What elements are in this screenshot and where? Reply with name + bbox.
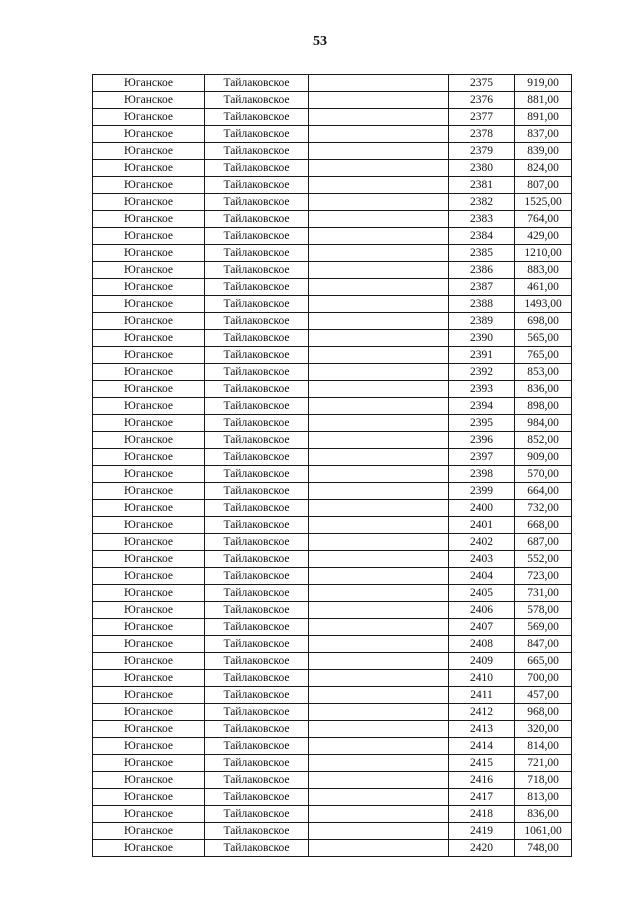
field-name-cell: Юганское	[93, 670, 205, 687]
field-name-cell: Юганское	[93, 551, 205, 568]
value-cell: 664,00	[515, 483, 572, 500]
deposit-name-cell: Тайлаковское	[205, 738, 309, 755]
field-name-cell: Юганское	[93, 585, 205, 602]
table-row	[93, 415, 572, 432]
deposit-name-cell: Тайлаковское	[205, 228, 309, 245]
well-number-cell: 2409	[449, 653, 515, 670]
field-name-cell: Юганское	[93, 126, 205, 143]
value-cell: 881,00	[515, 92, 572, 109]
blank-cell	[309, 177, 449, 194]
field-name-cell: Юганское	[93, 279, 205, 296]
well-number-cell: 2418	[449, 806, 515, 823]
blank-cell	[309, 398, 449, 415]
well-number-cell: 2401	[449, 517, 515, 534]
table-row	[93, 262, 572, 279]
table-row	[93, 177, 572, 194]
value-cell: 1061,00	[515, 823, 572, 840]
field-name-cell: Юганское	[93, 738, 205, 755]
blank-cell	[309, 143, 449, 160]
table-row	[93, 228, 572, 245]
table-row	[93, 126, 572, 143]
deposit-name-cell: Тайлаковское	[205, 721, 309, 738]
well-number-cell: 2399	[449, 483, 515, 500]
blank-cell	[309, 109, 449, 126]
well-number-cell: 2395	[449, 415, 515, 432]
blank-cell	[309, 704, 449, 721]
deposit-name-cell: Тайлаковское	[205, 432, 309, 449]
deposit-name-cell: Тайлаковское	[205, 177, 309, 194]
field-name-cell: Юганское	[93, 75, 205, 92]
blank-cell	[309, 449, 449, 466]
table-row	[93, 245, 572, 262]
value-cell: 1493,00	[515, 296, 572, 313]
field-name-cell: Юганское	[93, 636, 205, 653]
blank-cell	[309, 840, 449, 857]
table-row	[93, 755, 572, 772]
value-cell: 461,00	[515, 279, 572, 296]
value-cell: 837,00	[515, 126, 572, 143]
blank-cell	[309, 279, 449, 296]
field-name-cell: Юганское	[93, 653, 205, 670]
blank-cell	[309, 466, 449, 483]
blank-cell	[309, 755, 449, 772]
value-cell: 847,00	[515, 636, 572, 653]
value-cell: 665,00	[515, 653, 572, 670]
deposit-name-cell: Тайлаковское	[205, 823, 309, 840]
field-name-cell: Юганское	[93, 687, 205, 704]
field-name-cell: Юганское	[93, 194, 205, 211]
well-number-cell: 2420	[449, 840, 515, 857]
well-number-cell: 2388	[449, 296, 515, 313]
field-name-cell: Юганское	[93, 568, 205, 585]
deposit-name-cell: Тайлаковское	[205, 143, 309, 160]
well-number-cell: 2396	[449, 432, 515, 449]
blank-cell	[309, 517, 449, 534]
table-row	[93, 687, 572, 704]
well-number-cell: 2380	[449, 160, 515, 177]
blank-cell	[309, 551, 449, 568]
field-name-cell: Юганское	[93, 721, 205, 738]
value-cell: 687,00	[515, 534, 572, 551]
field-name-cell: Юганское	[93, 806, 205, 823]
blank-cell	[309, 194, 449, 211]
value-cell: 718,00	[515, 772, 572, 789]
field-name-cell: Юганское	[93, 483, 205, 500]
value-cell: 814,00	[515, 738, 572, 755]
deposit-name-cell: Тайлаковское	[205, 381, 309, 398]
value-cell: 836,00	[515, 381, 572, 398]
well-number-cell: 2398	[449, 466, 515, 483]
value-cell: 807,00	[515, 177, 572, 194]
deposit-name-cell: Тайлаковское	[205, 75, 309, 92]
blank-cell	[309, 500, 449, 517]
well-number-cell: 2405	[449, 585, 515, 602]
blank-cell	[309, 211, 449, 228]
deposit-name-cell: Тайлаковское	[205, 364, 309, 381]
well-number-cell: 2389	[449, 313, 515, 330]
table-row	[93, 568, 572, 585]
deposit-name-cell: Тайлаковское	[205, 687, 309, 704]
deposit-name-cell: Тайлаковское	[205, 670, 309, 687]
deposit-name-cell: Тайлаковское	[205, 449, 309, 466]
well-number-cell: 2415	[449, 755, 515, 772]
value-cell: 853,00	[515, 364, 572, 381]
deposit-name-cell: Тайлаковское	[205, 806, 309, 823]
table-row	[93, 789, 572, 806]
table-row	[93, 551, 572, 568]
deposit-name-cell: Тайлаковское	[205, 704, 309, 721]
deposit-name-cell: Тайлаковское	[205, 619, 309, 636]
deposit-name-cell: Тайлаковское	[205, 568, 309, 585]
deposit-name-cell: Тайлаковское	[205, 279, 309, 296]
well-number-cell: 2407	[449, 619, 515, 636]
table-row	[93, 466, 572, 483]
value-cell: 570,00	[515, 466, 572, 483]
table-row	[93, 602, 572, 619]
well-number-cell: 2384	[449, 228, 515, 245]
blank-cell	[309, 228, 449, 245]
blank-cell	[309, 245, 449, 262]
field-name-cell: Юганское	[93, 415, 205, 432]
field-name-cell: Юганское	[93, 500, 205, 517]
deposit-name-cell: Тайлаковское	[205, 262, 309, 279]
field-name-cell: Юганское	[93, 823, 205, 840]
table-row	[93, 806, 572, 823]
deposit-name-cell: Тайлаковское	[205, 772, 309, 789]
field-name-cell: Юганское	[93, 245, 205, 262]
well-number-cell: 2385	[449, 245, 515, 262]
well-number-cell: 2410	[449, 670, 515, 687]
field-name-cell: Юганское	[93, 840, 205, 857]
well-number-cell: 2413	[449, 721, 515, 738]
table-row	[93, 194, 572, 211]
field-name-cell: Юганское	[93, 602, 205, 619]
field-name-cell: Юганское	[93, 534, 205, 551]
well-number-cell: 2378	[449, 126, 515, 143]
field-name-cell: Юганское	[93, 296, 205, 313]
well-number-cell: 2377	[449, 109, 515, 126]
well-number-cell: 2391	[449, 347, 515, 364]
deposit-name-cell: Тайлаковское	[205, 313, 309, 330]
blank-cell	[309, 772, 449, 789]
table-row	[93, 347, 572, 364]
table-row	[93, 653, 572, 670]
blank-cell	[309, 585, 449, 602]
deposit-name-cell: Тайлаковское	[205, 415, 309, 432]
deposit-name-cell: Тайлаковское	[205, 483, 309, 500]
table-row	[93, 721, 572, 738]
table-row	[93, 75, 572, 92]
well-number-cell: 2392	[449, 364, 515, 381]
blank-cell	[309, 534, 449, 551]
field-name-cell: Юганское	[93, 466, 205, 483]
table-row	[93, 143, 572, 160]
value-cell: 1210,00	[515, 245, 572, 262]
field-name-cell: Юганское	[93, 619, 205, 636]
value-cell: 700,00	[515, 670, 572, 687]
well-number-cell: 2419	[449, 823, 515, 840]
deposit-name-cell: Тайлаковское	[205, 602, 309, 619]
blank-cell	[309, 568, 449, 585]
field-name-cell: Юганское	[93, 143, 205, 160]
field-name-cell: Юганское	[93, 92, 205, 109]
table-body	[93, 75, 572, 857]
deposit-name-cell: Тайлаковское	[205, 296, 309, 313]
table-row	[93, 636, 572, 653]
value-cell: 898,00	[515, 398, 572, 415]
well-number-cell: 2393	[449, 381, 515, 398]
value-cell: 668,00	[515, 517, 572, 534]
table-row	[93, 160, 572, 177]
deposit-name-cell: Тайлаковское	[205, 194, 309, 211]
field-name-cell: Юганское	[93, 228, 205, 245]
table-row	[93, 534, 572, 551]
table-row	[93, 772, 572, 789]
table-row	[93, 313, 572, 330]
deposit-name-cell: Тайлаковское	[205, 551, 309, 568]
blank-cell	[309, 347, 449, 364]
table-row	[93, 517, 572, 534]
field-name-cell: Юганское	[93, 789, 205, 806]
table-row	[93, 619, 572, 636]
field-name-cell: Юганское	[93, 772, 205, 789]
field-name-cell: Юганское	[93, 381, 205, 398]
blank-cell	[309, 92, 449, 109]
deposit-name-cell: Тайлаковское	[205, 636, 309, 653]
well-number-cell: 2403	[449, 551, 515, 568]
value-cell: 968,00	[515, 704, 572, 721]
field-name-cell: Юганское	[93, 262, 205, 279]
table-row	[93, 840, 572, 857]
table-row	[93, 704, 572, 721]
value-cell: 457,00	[515, 687, 572, 704]
value-cell: 320,00	[515, 721, 572, 738]
blank-cell	[309, 789, 449, 806]
deposit-name-cell: Тайлаковское	[205, 466, 309, 483]
well-number-cell: 2408	[449, 636, 515, 653]
deposit-name-cell: Тайлаковское	[205, 534, 309, 551]
deposit-name-cell: Тайлаковское	[205, 92, 309, 109]
well-number-cell: 2390	[449, 330, 515, 347]
field-name-cell: Юганское	[93, 517, 205, 534]
value-cell: 765,00	[515, 347, 572, 364]
field-name-cell: Юганское	[93, 398, 205, 415]
blank-cell	[309, 296, 449, 313]
field-name-cell: Юганское	[93, 432, 205, 449]
table-row	[93, 500, 572, 517]
value-cell: 723,00	[515, 568, 572, 585]
deposit-name-cell: Тайлаковское	[205, 585, 309, 602]
well-number-cell: 2412	[449, 704, 515, 721]
value-cell: 569,00	[515, 619, 572, 636]
value-cell: 984,00	[515, 415, 572, 432]
field-name-cell: Юганское	[93, 449, 205, 466]
field-name-cell: Юганское	[93, 109, 205, 126]
well-number-cell: 2406	[449, 602, 515, 619]
blank-cell	[309, 126, 449, 143]
field-name-cell: Юганское	[93, 330, 205, 347]
table-row	[93, 585, 572, 602]
well-number-cell: 2411	[449, 687, 515, 704]
deposit-name-cell: Тайлаковское	[205, 211, 309, 228]
value-cell: 552,00	[515, 551, 572, 568]
well-number-cell: 2383	[449, 211, 515, 228]
field-name-cell: Юганское	[93, 211, 205, 228]
field-name-cell: Юганское	[93, 364, 205, 381]
blank-cell	[309, 687, 449, 704]
field-name-cell: Юганское	[93, 755, 205, 772]
table-row	[93, 670, 572, 687]
value-cell: 721,00	[515, 755, 572, 772]
blank-cell	[309, 483, 449, 500]
blank-cell	[309, 75, 449, 92]
well-number-cell: 2387	[449, 279, 515, 296]
blank-cell	[309, 823, 449, 840]
well-number-cell: 2379	[449, 143, 515, 160]
well-number-cell: 2404	[449, 568, 515, 585]
blank-cell	[309, 636, 449, 653]
table-row	[93, 398, 572, 415]
value-cell: 748,00	[515, 840, 572, 857]
blank-cell	[309, 670, 449, 687]
table-row	[93, 364, 572, 381]
data-table	[92, 74, 572, 857]
value-cell: 731,00	[515, 585, 572, 602]
deposit-name-cell: Тайлаковское	[205, 347, 309, 364]
field-name-cell: Юганское	[93, 704, 205, 721]
deposit-name-cell: Тайлаковское	[205, 330, 309, 347]
well-number-cell: 2376	[449, 92, 515, 109]
deposit-name-cell: Тайлаковское	[205, 517, 309, 534]
table-row	[93, 381, 572, 398]
deposit-name-cell: Тайлаковское	[205, 160, 309, 177]
blank-cell	[309, 415, 449, 432]
deposit-name-cell: Тайлаковское	[205, 653, 309, 670]
value-cell: 1525,00	[515, 194, 572, 211]
well-number-cell: 2416	[449, 772, 515, 789]
value-cell: 919,00	[515, 75, 572, 92]
blank-cell	[309, 721, 449, 738]
page-number: 53	[313, 34, 327, 49]
table-row	[93, 738, 572, 755]
well-number-cell: 2382	[449, 194, 515, 211]
well-number-cell: 2414	[449, 738, 515, 755]
deposit-name-cell: Тайлаковское	[205, 789, 309, 806]
well-number-cell: 2402	[449, 534, 515, 551]
blank-cell	[309, 619, 449, 636]
value-cell: 852,00	[515, 432, 572, 449]
field-name-cell: Юганское	[93, 313, 205, 330]
deposit-name-cell: Тайлаковское	[205, 840, 309, 857]
field-name-cell: Юганское	[93, 347, 205, 364]
table-row	[93, 109, 572, 126]
well-number-cell: 2386	[449, 262, 515, 279]
blank-cell	[309, 160, 449, 177]
value-cell: 839,00	[515, 143, 572, 160]
value-cell: 909,00	[515, 449, 572, 466]
table-row	[93, 483, 572, 500]
blank-cell	[309, 602, 449, 619]
well-number-cell: 2417	[449, 789, 515, 806]
blank-cell	[309, 364, 449, 381]
blank-cell	[309, 738, 449, 755]
table-row	[93, 211, 572, 228]
value-cell: 565,00	[515, 330, 572, 347]
table-row	[93, 279, 572, 296]
value-cell: 836,00	[515, 806, 572, 823]
well-number-cell: 2400	[449, 500, 515, 517]
deposit-name-cell: Тайлаковское	[205, 755, 309, 772]
value-cell: 813,00	[515, 789, 572, 806]
deposit-name-cell: Тайлаковское	[205, 245, 309, 262]
blank-cell	[309, 806, 449, 823]
deposit-name-cell: Тайлаковское	[205, 500, 309, 517]
value-cell: 883,00	[515, 262, 572, 279]
field-name-cell: Юганское	[93, 177, 205, 194]
table-row	[93, 296, 572, 313]
blank-cell	[309, 653, 449, 670]
deposit-name-cell: Тайлаковское	[205, 109, 309, 126]
value-cell: 764,00	[515, 211, 572, 228]
value-cell: 578,00	[515, 602, 572, 619]
value-cell: 429,00	[515, 228, 572, 245]
value-cell: 891,00	[515, 109, 572, 126]
blank-cell	[309, 330, 449, 347]
blank-cell	[309, 262, 449, 279]
well-number-cell: 2394	[449, 398, 515, 415]
table-row	[93, 823, 572, 840]
value-cell: 824,00	[515, 160, 572, 177]
blank-cell	[309, 432, 449, 449]
deposit-name-cell: Тайлаковское	[205, 126, 309, 143]
well-number-cell: 2397	[449, 449, 515, 466]
value-cell: 732,00	[515, 500, 572, 517]
table-row	[93, 92, 572, 109]
well-number-cell: 2375	[449, 75, 515, 92]
well-number-cell: 2381	[449, 177, 515, 194]
value-cell: 698,00	[515, 313, 572, 330]
blank-cell	[309, 313, 449, 330]
deposit-name-cell: Тайлаковское	[205, 398, 309, 415]
field-name-cell: Юганское	[93, 160, 205, 177]
table-row	[93, 449, 572, 466]
table-row	[93, 330, 572, 347]
table-row	[93, 432, 572, 449]
blank-cell	[309, 381, 449, 398]
